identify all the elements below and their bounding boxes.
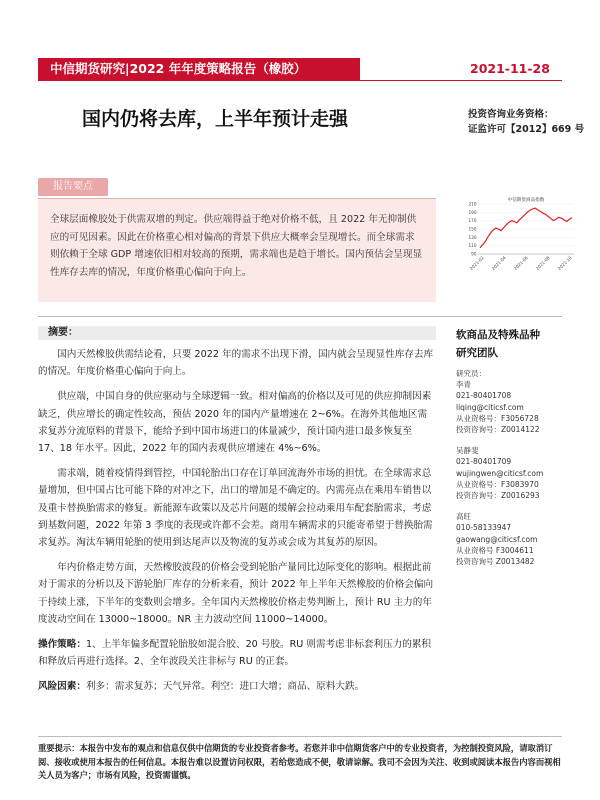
strategy-label: 操作策略：: [38, 639, 86, 651]
report-date: 2021-11-28: [470, 61, 550, 76]
analyst-name: 高旺: [456, 512, 471, 522]
chart-title: 中信期货商品指数: [507, 198, 545, 203]
section-divider-top: [38, 316, 562, 317]
analyst-license-1: 从业资格号：F3083970: [456, 479, 539, 489]
team-title-line-1: 软商品及特殊品种: [456, 329, 540, 341]
chart-x-tick-label: 2021-10: [556, 255, 573, 272]
research-team: [456, 326, 576, 567]
summary-box: [38, 198, 436, 302]
abstract-body: [38, 346, 436, 704]
analyst-name: 吴静斐: [456, 446, 479, 456]
analyst-phone: 021-80401708: [456, 391, 512, 401]
page-title: 国内仍将去库，上半年预计走强: [82, 108, 349, 130]
research-label: 研究员：: [456, 369, 486, 378]
license-line-1: 投资咨询业务资格：: [468, 109, 554, 120]
analyst-license-2: 投资咨询号：Z0016293: [456, 491, 540, 501]
analyst-phone: 021-80401709: [456, 457, 512, 467]
analyst-license-2: 投资咨询号 Z0013482: [456, 557, 535, 567]
chart-y-tick-label: 110: [468, 243, 477, 249]
analyst-1: [456, 368, 576, 435]
strategy-paragraph: [38, 636, 436, 670]
risk-label: 风险因素：: [38, 681, 86, 693]
chart-x-tick-label: 2021-04: [490, 255, 507, 272]
chart-x-tick-label: 2021-08: [534, 255, 551, 272]
analyst-license-2: 投资咨询号：Z0014122: [456, 425, 540, 435]
summary-text: 全球层面橡胶处于供需双增的判定。供应端得益于绝对价格不低，且 2022 年无抑制供应的可见因素。因此在价格重心相对偏高的背景下供应大概率会呈现增长。而全球需求则依赖于全球 GDP 增速依旧相对较高的预期，需求端也是趋于增长。国内预估会呈现显性库存去库的情况，年度价格重心偏向于向上。: [50, 214, 423, 278]
chart-y-tick-label: 210: [468, 201, 477, 207]
disclaimer: 重要提示：本报告中发布的观点和信息仅供中信期货的专业投资者参考。若您并非中信期货客户中的专业投资者，为控制投资风险，请取消订阅、接收或使用本报告的任何信息。本报告难以设置访问权限，若给您造成不便，敬请谅解。我司不会因为关注、收到或阅读本报告内容而视相关人员为客户；市场有风险，投资需谨慎。: [38, 743, 561, 780]
license-info: [468, 107, 584, 137]
chart-y-tick-label: 190: [468, 209, 477, 215]
analyst-email: gaowang@citicsf.com: [456, 534, 538, 544]
abstract-bar: [38, 326, 436, 340]
abstract-label: 摘要：: [48, 327, 78, 338]
summary-tag: 报告要点: [38, 178, 108, 196]
abstract-paragraph-1: 国内天然橡胶供需结论看，只要 2022 年的需求不出现下滑，国内就会呈现显性库存去库的情况。年度价格重心偏向于向上。: [38, 349, 434, 378]
strategy-text: 1、上半年偏多配置轮胎胶如混合胶、20 号胶。RU 则需考虑非标套利压力的累积和释放后再进行选择。2、全年波段关注非标与 RU 的正套。: [38, 639, 432, 668]
analyst-license-1: 从业资格号：F3056728: [456, 413, 539, 423]
analyst-name: 李青: [456, 380, 471, 390]
chart-x-tick-label: 2021-06: [512, 255, 529, 272]
chart-y-tick-label: 170: [468, 218, 477, 224]
analyst-email: wujingwen@citicsf.com: [456, 468, 544, 478]
chart-y-tick-label: 90: [471, 251, 477, 257]
abstract-paragraph-2: 供应端，中国自身的供应驱动与全球逻辑一致。相对偏高的价格以及可见的供应抑制因素缺乏，供应增长的确定性较高，预估 2020 年的国内产量增速在 2~6%。在海外其他地区需求复苏分流原料的背景下，能给予到中国市场进口的体量减少，预计国内进口最多恢复至 17、18 年水平。因此，2022 年的国内表观供应增速在 4%~6%。: [38, 391, 432, 455]
chart-y-tick-label: 130: [468, 234, 477, 240]
analyst-phone: 010-58133947: [456, 523, 512, 533]
risk-text: 利多：需求复苏；天气异常。利空：进口大增；商品、原料大跌。: [85, 681, 365, 693]
abstract-paragraph-4: 年内价格走势方面，天然橡胶波段的价格会受到轮胎产量同比边际变化的影响。根据此前对于需求的分析以及下游轮胎厂库存的分析来看，预计 2022 年上半年天然橡胶的价格会偏向于持续上涨，下半年的变数则会增多。全年国内天然橡胶价格走势判断上，预计 RU 主力的年度波动空间在 13000~18000。NR 主力波动空间 11000~14000。: [38, 562, 434, 625]
analyst-email: liqing@citicsf.com: [456, 402, 524, 412]
chart-y-tick-label: 150: [468, 226, 477, 232]
chart-svg: [464, 196, 576, 296]
license-line-2: 证监许可【2012】669 号: [468, 124, 585, 135]
analyst-3: [456, 511, 576, 567]
report-banner: 中信期货研究|2022 年年度策略报告（橡胶）: [38, 58, 360, 80]
header-divider: [38, 80, 562, 81]
commodity-index-chart: [464, 196, 576, 296]
chart-series-line: [480, 208, 572, 248]
analyst-2: [456, 445, 576, 501]
team-title-line-2: 研究团队: [456, 347, 498, 359]
abstract-paragraph-3: 需求端，随着疫情得到管控，中国轮胎出口存在订单回流海外市场的担忧。在全球需求总量增加，但中国占比可能下降的对冲之下，出口的增加是不确定的。内需亮点在乘用车销售以及重卡替换胎需求的修复。新能源车政策以及芯片问题的缓解会拉动乘用车配套胎需求，考虑到基数问题，2022 年第 3 季度的表现或许都不会差。商用车辆需求的只能寄希望于替换胎需求复苏。淘汰车辆用轮胎的使用到达尾声以及物流的复苏或会成为其复苏的原因。: [38, 468, 433, 549]
analyst-license-1: 从业资格号 F3004611: [456, 545, 534, 555]
chart-x-tick-label: 2021-02: [468, 255, 485, 272]
section-divider-bottom: [38, 736, 562, 737]
risk-paragraph: [38, 678, 436, 695]
